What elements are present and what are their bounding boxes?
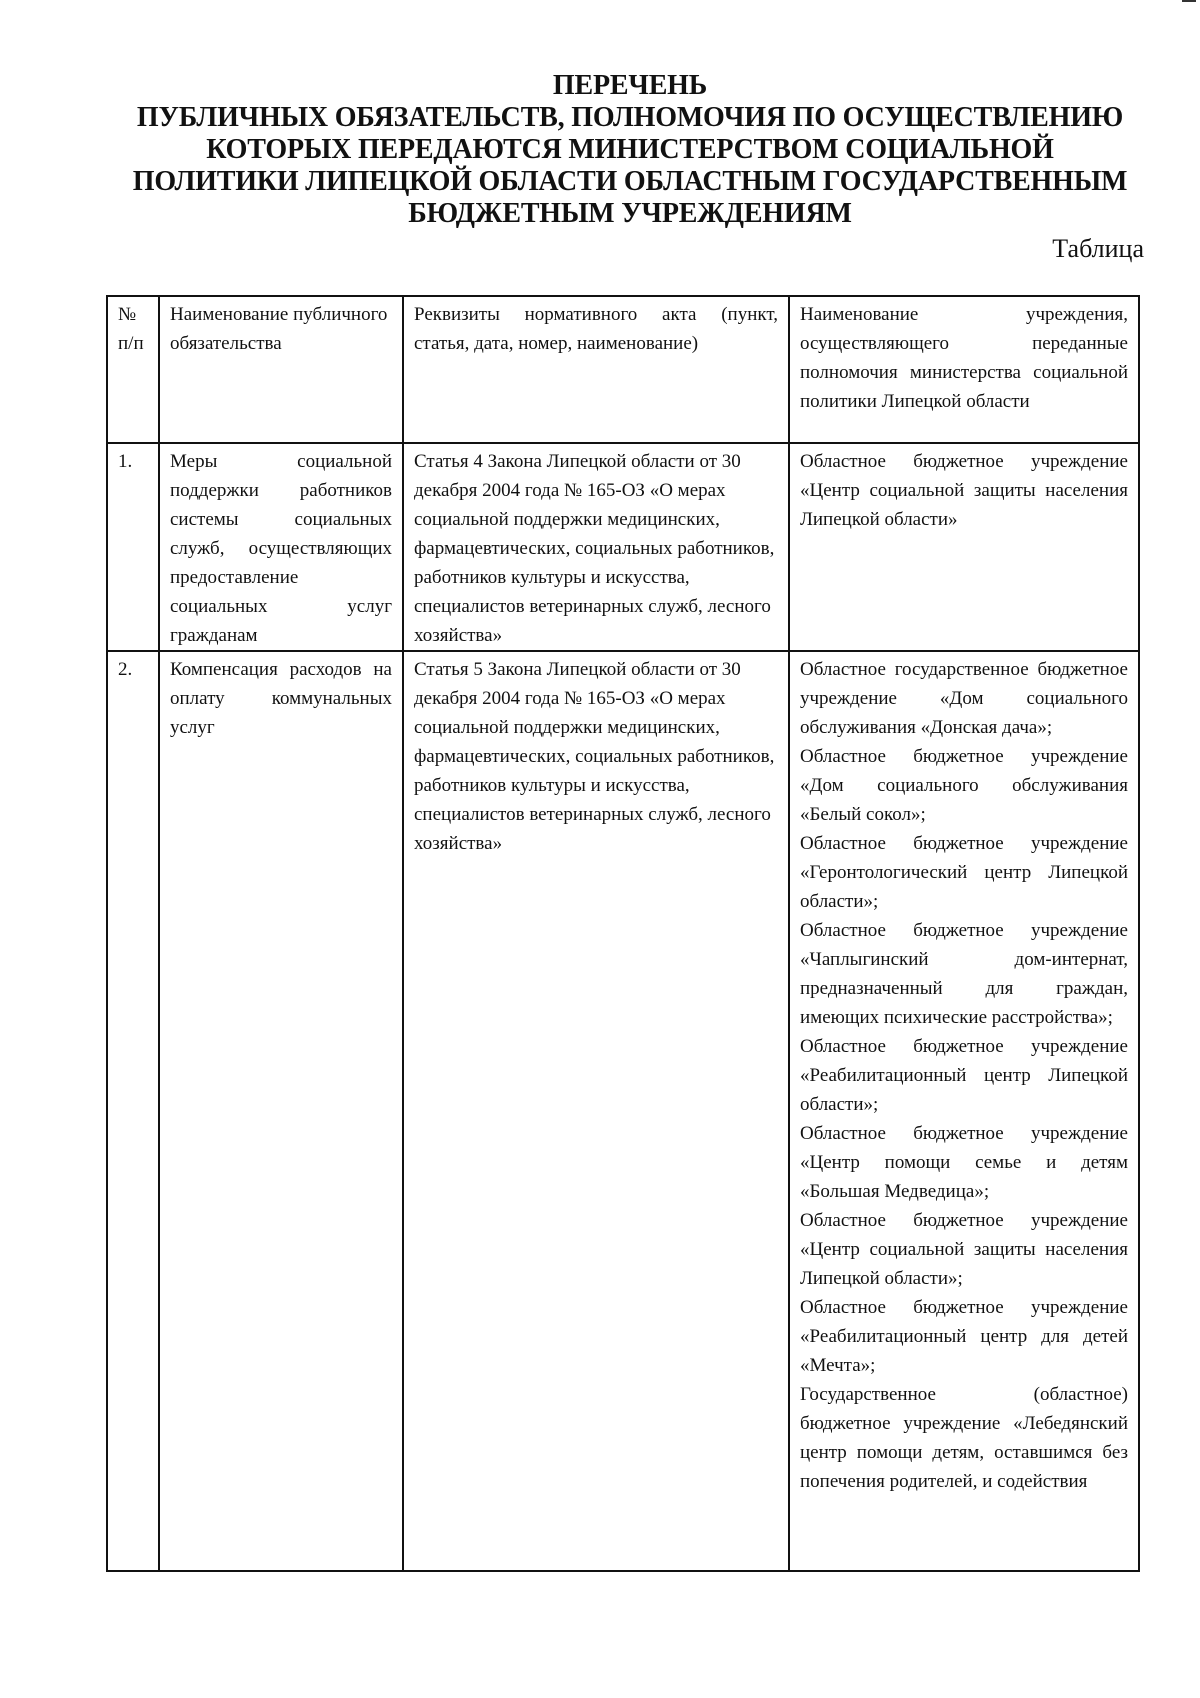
institution-item: Областное государственное бюджетное учреждение «Дом социального обслуживания «Донская дача»;	[800, 659, 1128, 738]
institution-item: Областное бюджетное учреждение «Геронтологический центр Липецкой области»;	[800, 833, 1128, 912]
obligation-text: Компенсация расходов на оплату коммунальных услуг	[170, 659, 392, 738]
act-text: Статья 4 Закона Липецкой области от 30 декабря 2004 года № 165-ОЗ «О мерах социальной поддержки медицинских, фармацевтических, социальных работников, работников культуры и искусства, специалистов ветеринарных служб, лесного хозяйства»	[414, 451, 775, 646]
act-cell	[403, 651, 789, 1571]
institution-item: Областное бюджетное учреждение «Центр социальной защиты населения Липецкой области»	[800, 451, 1128, 530]
institution-item: Государственное (областное) бюджетное учреждение «Лебедянский центр помощи детям, оставшимся без попечения родителей, и содействия	[800, 1384, 1128, 1492]
institution-cell	[789, 443, 1139, 651]
institution-cell	[789, 651, 1139, 1571]
institution-item: Областное бюджетное учреждение «Реабилитационный центр Липецкой области»;	[800, 1036, 1128, 1115]
header-text: № п/п	[118, 304, 144, 354]
act-cell	[403, 443, 789, 651]
row-number-cell	[107, 443, 159, 651]
obligation-cell	[159, 443, 403, 651]
institution-item: Областное бюджетное учреждение «Реабилитационный центр для детей «Мечта»;	[800, 1297, 1128, 1376]
header-cell-institution	[789, 296, 1139, 443]
institution-item: Областное бюджетное учреждение «Дом социального обслуживания «Белый сокол»;	[800, 746, 1128, 825]
corner-mark	[1182, 0, 1196, 2]
institution-item: Областное бюджетное учреждение «Центр помощи семье и детям «Большая Медведица»;	[800, 1123, 1128, 1202]
row-number-cell	[107, 651, 159, 1571]
title-line: БЮДЖЕТНЫМ УЧРЕЖДЕНИЯМ	[408, 198, 852, 229]
title-line: КОТОРЫХ ПЕРЕДАЮТСЯ МИНИСТЕРСТВОМ СОЦИАЛЬНОЙ	[206, 134, 1054, 165]
row-number: 2.	[118, 659, 133, 680]
header-text: Наименование учреждения, осуществляющего переданные полномочия министерства социальной политики Липецкой области	[800, 304, 1128, 412]
institution-item: Областное бюджетное учреждение «Центр социальной защиты населения Липецкой области»;	[800, 1210, 1128, 1289]
institution-item: Областное бюджетное учреждение «Чаплыгинский дом-интернат, предназначенный для граждан, имеющих психические расстройства»;	[800, 920, 1128, 1028]
obligation-text: Меры социальной поддержки работников системы социальных служб, осуществляющих предоставление социальных услуг гражданам	[170, 451, 392, 646]
title-line: ПОЛИТИКИ ЛИПЕЦКОЙ ОБЛАСТИ ОБЛАСТНЫМ ГОСУДАРСТВЕННЫМ	[132, 166, 1128, 197]
title-line: ПЕРЕЧЕНЬ	[552, 70, 708, 101]
table-row	[107, 651, 1139, 1571]
row-number: 1.	[118, 451, 133, 472]
title-line: ПУБЛИЧНЫХ ОБЯЗАТЕЛЬСТВ, ПОЛНОМОЧИЯ ПО ОСУЩЕСТВЛЕНИЮ	[136, 102, 1124, 133]
table-header-row	[107, 296, 1139, 443]
act-text: Статья 5 Закона Липецкой области от 30 декабря 2004 года № 165-ОЗ «О мерах социальной поддержки медицинских, фармацевтических, социальных работников, работников культуры и искусства, специалистов ветеринарных служб, лесного хозяйства»	[414, 659, 775, 854]
header-cell-number	[107, 296, 159, 443]
document-title	[100, 70, 1160, 230]
header-cell-obligation	[159, 296, 403, 443]
table-label: Таблица	[1052, 234, 1144, 263]
obligations-table	[106, 295, 1140, 1572]
obligation-cell	[159, 651, 403, 1571]
header-text: Наименование публичного обязательства	[170, 304, 388, 354]
table-row	[107, 443, 1139, 651]
header-text: Реквизиты нормативного акта (пункт, статья, дата, номер, наименование)	[414, 304, 778, 354]
institution-list	[800, 655, 1128, 1567]
header-cell-act	[403, 296, 789, 443]
